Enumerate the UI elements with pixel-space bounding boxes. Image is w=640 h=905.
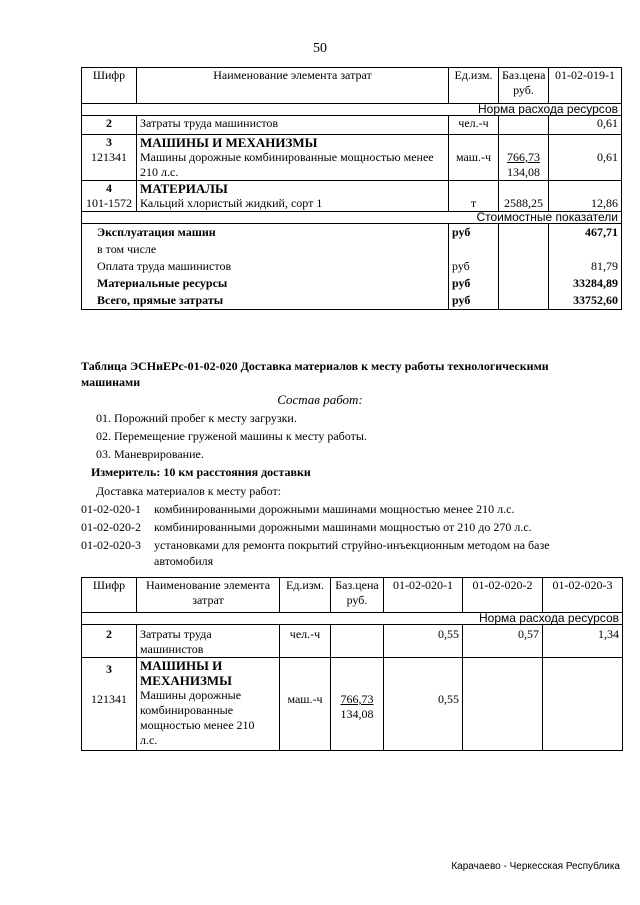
row-code: 2 bbox=[82, 116, 137, 135]
table-title-line1: Таблица ЭСНиЕРс-01-02-020 Доставка материалов к месту работы технологическими bbox=[81, 359, 549, 373]
machines-name-cell bbox=[137, 135, 449, 181]
cost-wages-value: 81,79 bbox=[591, 259, 618, 273]
header-unit: Ед.изм. bbox=[280, 578, 331, 613]
machine-price-bottom: 134,08 bbox=[507, 165, 540, 179]
section-norm-label: Норма расхода ресурсов bbox=[82, 613, 623, 625]
machine-price-top: 766,73 bbox=[507, 150, 540, 164]
machine-value-1: 0,55 bbox=[384, 658, 463, 751]
machines-heading-line2: МЕХАНИЗМЫ bbox=[140, 673, 232, 688]
item-text-3 bbox=[154, 537, 550, 569]
item-text-1: комбинированными дорожными машинами мощностью менее 210 л.с. bbox=[154, 502, 515, 516]
header-col-1: 01-02-019-1 bbox=[549, 68, 622, 104]
machine-unit: маш.-ч bbox=[280, 658, 331, 751]
machine-value: 0,61 bbox=[549, 135, 622, 181]
cost-total-value: 33752,60 bbox=[573, 293, 618, 307]
row-price bbox=[499, 116, 549, 135]
cost-wages-unit: руб bbox=[452, 259, 470, 273]
meter-label: Измеритель: 10 км расстояния доставки bbox=[91, 465, 311, 479]
header-name-line1: Наименование элемента bbox=[145, 578, 271, 592]
cost-materials-name: Материальные ресурсы bbox=[97, 276, 228, 290]
header-col-2: 01-02-020-2 bbox=[463, 578, 543, 613]
cost-wages-name: Оплата труда машинистов bbox=[97, 259, 232, 273]
row-value-3: 1,34 bbox=[543, 625, 623, 658]
cost-including-label: в том числе bbox=[97, 242, 157, 256]
cost-price-cell bbox=[499, 224, 549, 310]
machine-price-cell bbox=[499, 135, 549, 181]
cost-machines-value: 467,71 bbox=[585, 225, 618, 239]
machines-group-cell bbox=[82, 135, 137, 181]
header-price: Баз.цена руб. bbox=[499, 68, 549, 104]
row-value: 0,61 bbox=[549, 116, 622, 135]
row-name bbox=[137, 625, 280, 658]
machine-price-bottom: 134,08 bbox=[340, 707, 374, 721]
cost-materials-unit: руб bbox=[452, 276, 471, 290]
machine-unit: маш.-ч bbox=[449, 135, 499, 181]
header-col-1: 01-02-020-1 bbox=[384, 578, 463, 613]
footer-region: Карачаево - Черкесская Республика bbox=[451, 861, 620, 872]
row-name: Затраты труда машинистов bbox=[137, 116, 449, 135]
machine-value-3 bbox=[543, 658, 623, 751]
cost-total-unit: руб bbox=[452, 293, 471, 307]
item-code-1: 01-02-020-1 bbox=[81, 502, 141, 516]
machine-name-line1: Машины дорожные bbox=[140, 688, 242, 702]
row-value-2: 0,57 bbox=[463, 625, 543, 658]
machine-name-line3: мощностью менее 210 bbox=[140, 718, 255, 732]
header-unit: Ед.изм. bbox=[449, 68, 499, 104]
row-name-line1: Затраты труда bbox=[140, 627, 212, 641]
item-text-2: комбинированными дорожными машинами мощностью от 210 до 270 л.с. bbox=[154, 520, 532, 534]
header-name bbox=[137, 578, 280, 613]
machine-value-2 bbox=[463, 658, 543, 751]
header-price-line2: руб. bbox=[346, 593, 368, 607]
item-code-3: 01-02-020-3 bbox=[81, 538, 141, 552]
materials-group-cell bbox=[82, 181, 137, 212]
header-price bbox=[331, 578, 384, 613]
work-step-1: 01. Порожний пробег к месту загрузки. bbox=[96, 411, 297, 425]
machines-heading: МАШИНЫ И МЕХАНИЗМЫ bbox=[140, 135, 318, 150]
works-heading: Состав работ: bbox=[277, 392, 363, 407]
material-price: 2588,25 bbox=[499, 181, 549, 212]
cost-machines-name: Эксплуатация машин bbox=[97, 225, 216, 239]
table-title-line2: машинами bbox=[81, 375, 141, 389]
item-text-3-line2: автомобиля bbox=[154, 554, 214, 568]
machine-price-cell bbox=[331, 658, 384, 751]
page-number: 50 bbox=[313, 41, 327, 56]
cost-units-cell bbox=[449, 224, 499, 310]
section-norm-label: Норма расхода ресурсов bbox=[82, 104, 622, 116]
header-name: Наименование элемента затрат bbox=[137, 68, 449, 104]
header-code: Шифр bbox=[82, 578, 137, 613]
header-code: Шифр bbox=[82, 68, 137, 104]
cost-total-name: Всего, прямые затраты bbox=[97, 293, 224, 307]
machine-name: Машины дорожные комбинированные мощностью менее 210 л.с. bbox=[140, 150, 434, 179]
work-step-3: 03. Маневрирование. bbox=[96, 447, 204, 461]
delivery-intro: Доставка материалов к месту работ: bbox=[96, 484, 282, 498]
machine-code: 121341 bbox=[91, 150, 127, 164]
header-col-3: 01-02-020-3 bbox=[543, 578, 623, 613]
cost-names-cell bbox=[82, 224, 449, 310]
row-code: 2 bbox=[82, 625, 137, 658]
header-name-line2: затрат bbox=[192, 593, 224, 607]
machines-group-cell bbox=[82, 658, 137, 751]
row-unit: чел.-ч bbox=[449, 116, 499, 135]
machines-code: 3 bbox=[106, 135, 112, 149]
machine-code: 121341 bbox=[91, 692, 127, 706]
cost-materials-value: 33284,89 bbox=[573, 276, 618, 290]
machines-code: 3 bbox=[106, 662, 112, 676]
row-value-1: 0,55 bbox=[384, 625, 463, 658]
materials-name-cell bbox=[137, 181, 449, 212]
machine-price-top: 766,73 bbox=[340, 692, 374, 706]
section-cost-label: Стоимостные показатели bbox=[82, 212, 622, 224]
item-text-3-line1: установками для ремонта покрытий струйно-инъекционным методом на базе bbox=[154, 538, 550, 552]
material-value: 12,86 bbox=[549, 181, 622, 212]
machines-heading-line1: МАШИНЫ И bbox=[140, 658, 223, 673]
resource-table-01-02-020 bbox=[81, 577, 623, 751]
header-price-line1: Баз.цена bbox=[335, 578, 379, 592]
row-unit: чел.-ч bbox=[280, 625, 331, 658]
resource-table-01-02-019 bbox=[81, 67, 622, 310]
table-title bbox=[81, 358, 621, 390]
material-code: 101-1572 bbox=[86, 196, 132, 210]
row-name-line2: машинистов bbox=[140, 642, 204, 656]
material-unit: т bbox=[449, 181, 499, 212]
material-name: Кальций хлористый жидкий, сорт 1 bbox=[140, 196, 323, 210]
machines-name-cell bbox=[137, 658, 280, 751]
materials-heading: МАТЕРИАЛЫ bbox=[140, 181, 228, 196]
work-step-2: 02. Перемещение груженой машины к месту работы. bbox=[96, 429, 367, 443]
machine-name-line4: л.с. bbox=[140, 733, 158, 747]
item-code-2: 01-02-020-2 bbox=[81, 520, 141, 534]
cost-values-cell bbox=[549, 224, 622, 310]
row-price bbox=[331, 625, 384, 658]
cost-machines-unit: руб bbox=[452, 225, 471, 239]
machine-name-line2: комбинированные bbox=[140, 703, 234, 717]
materials-code: 4 bbox=[106, 181, 112, 195]
